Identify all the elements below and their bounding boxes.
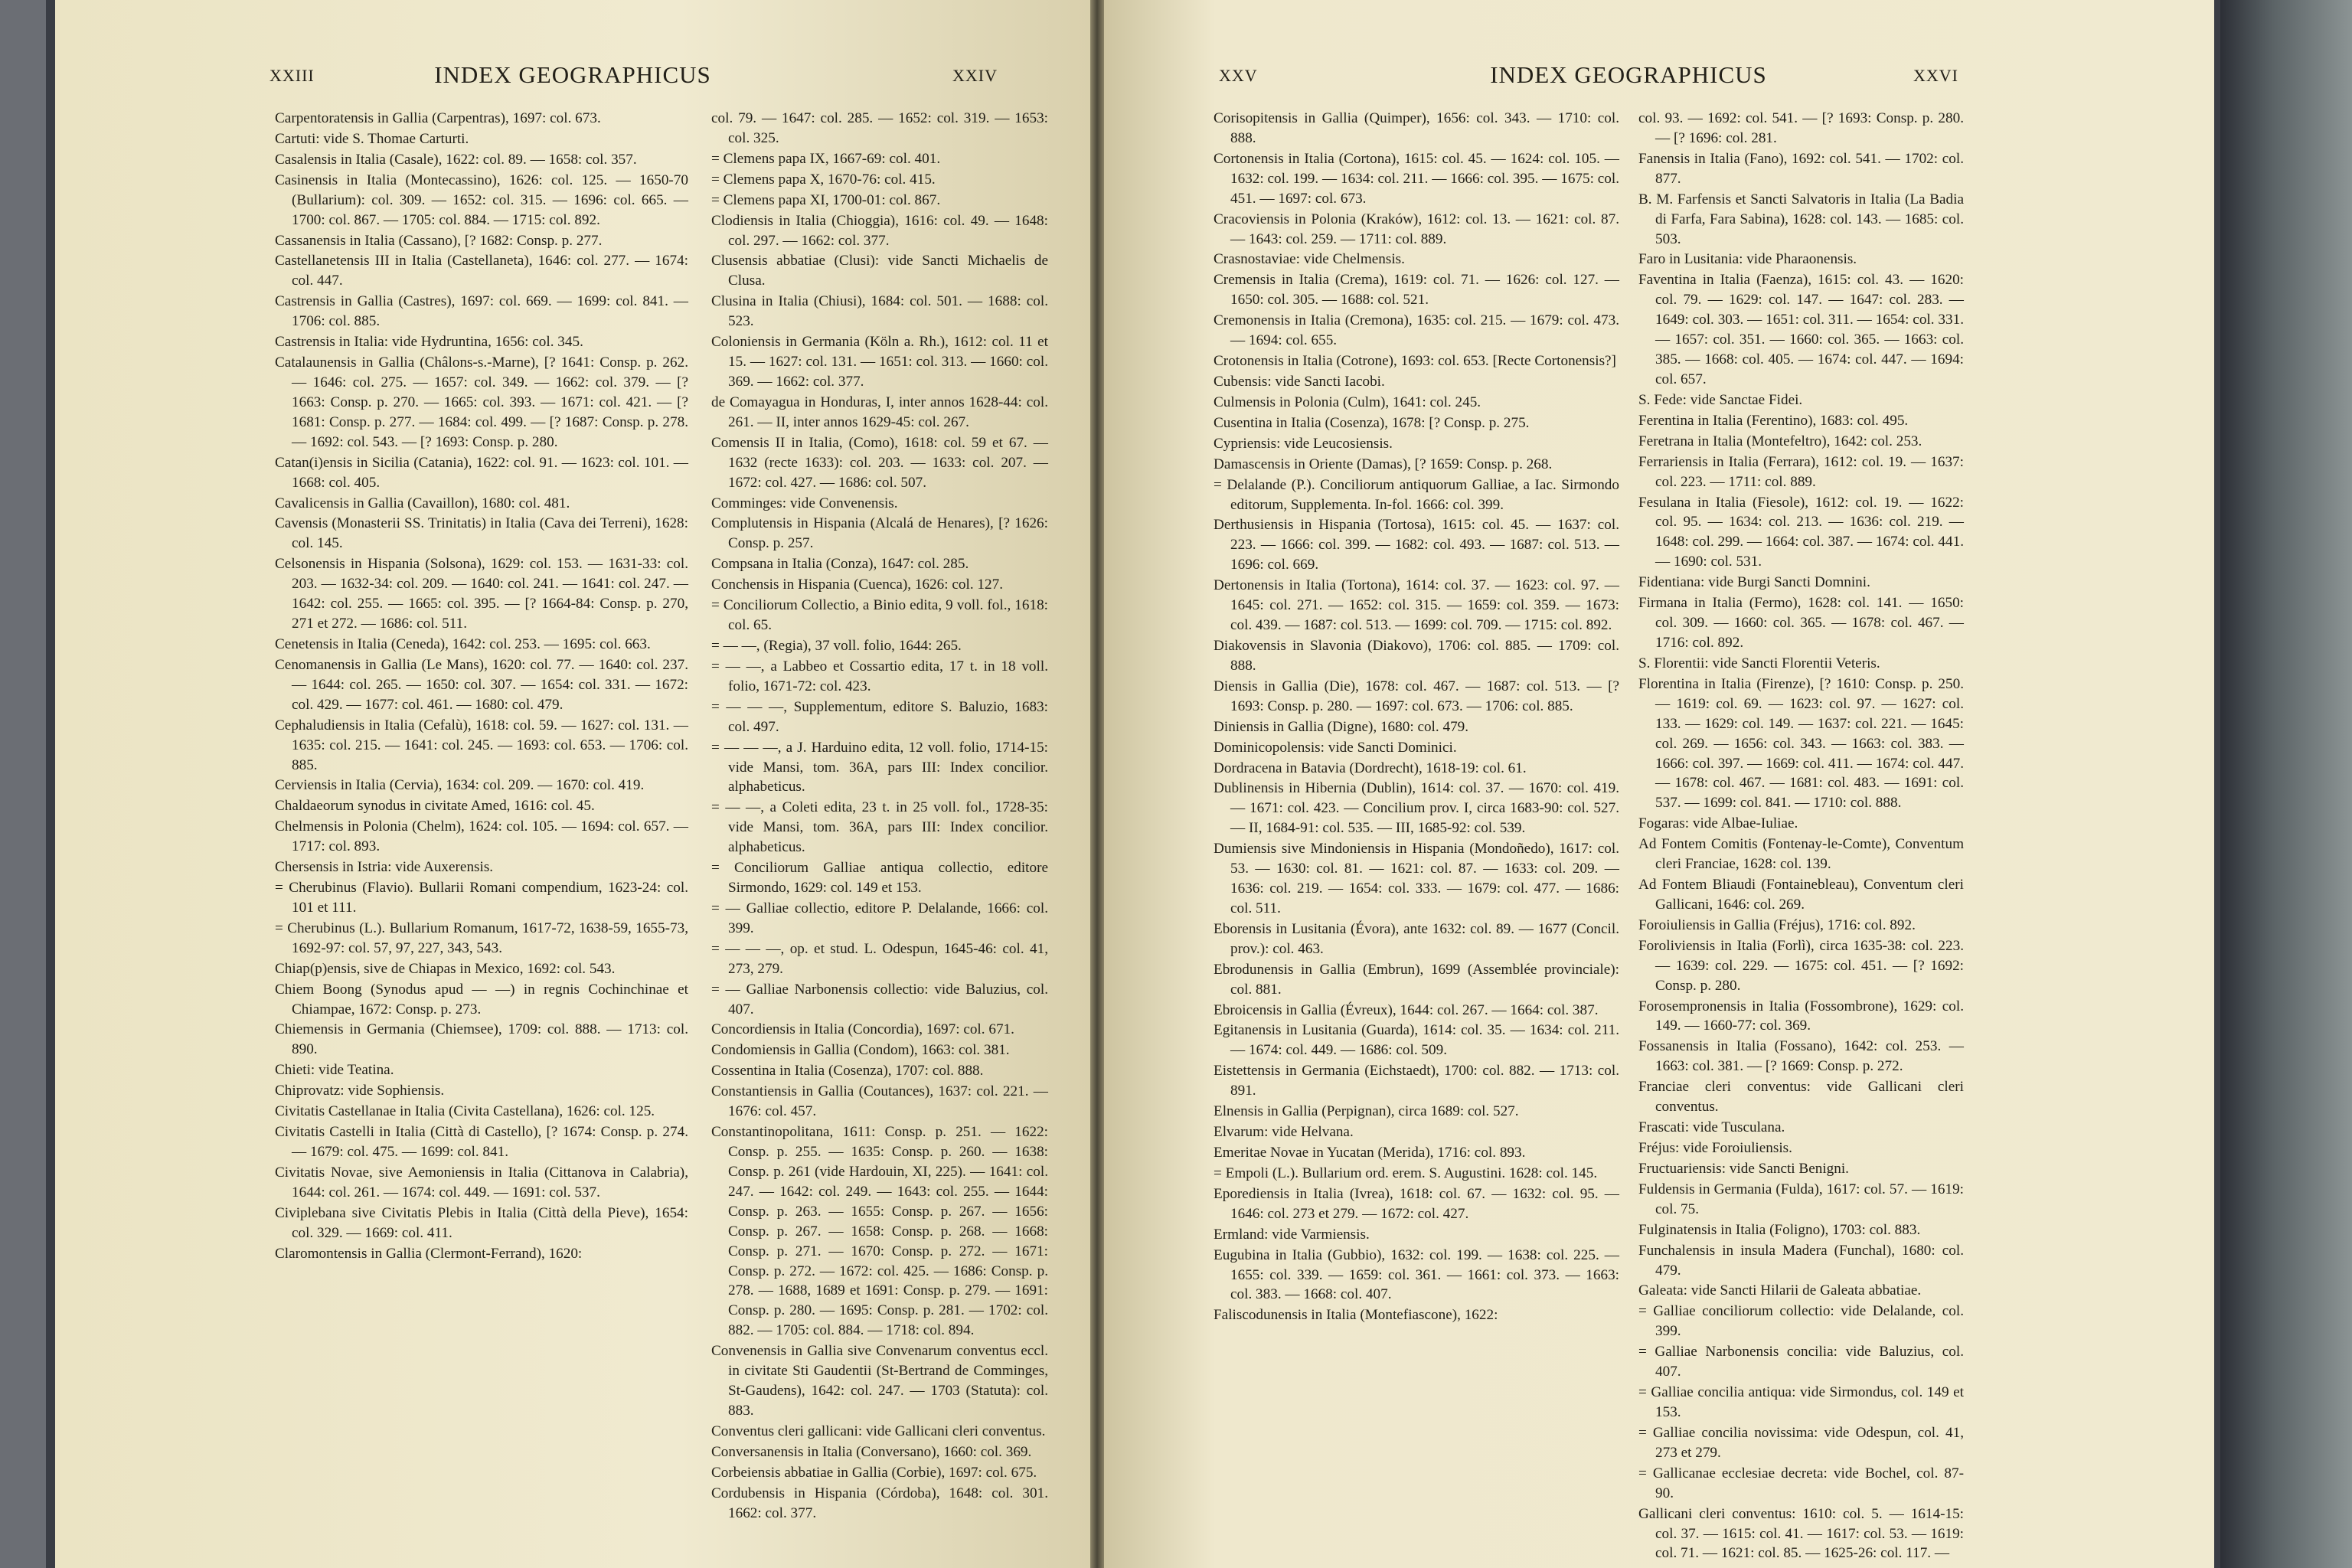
index-entry: Claromontensis in Gallia (Clermont-Ferrand), 1620: (275, 1245, 583, 1262)
page-number-xxiii: XXIII (270, 66, 315, 85)
index-entry: Cephaludiensis in Italia (Cefalù), 1618: col. 59. — 1627: col. 131. — 1635: col. 215. — 1641: col. 245. — 1693: col. 653. — 1706: col. 885. (275, 717, 688, 773)
index-entry: Civiplebana sive Civitatis Plebis in Italia (Città della Pieve), 1654: col. 329. — 1669: col. 411. (275, 1204, 688, 1241)
index-entry: Gallicani cleri conventus: 1610: col. 5. — 1614-15: col. 37. — 1615: col. 41. — 1617: col. 53. — 1619: col. 71. — 1621: col. 85. — 1625-26: col. 117. — (1638, 1505, 1964, 1562)
index-entry: Chiemensis in Germania (Chiemsee), 1709: col. 888. — 1713: col. 890. (275, 1021, 688, 1058)
index-entry: Cubensis: vide Sancti Iacobi. (1214, 373, 1385, 390)
index-entry: Civitatis Novae, sive Aemoniensis in Italia (Cittanova in Calabria), 1644: col. 261. — 1674: col. 449. — 1691: col. 537. (275, 1164, 688, 1200)
index-entry: = Cherubinus (Flavio). Bullarii Romani compendium, 1623-24: col. 101 et 111. (275, 880, 688, 916)
index-entry: Chiprovatz: vide Sophiensis. (275, 1083, 445, 1099)
index-entry: Casinensis in Italia (Montecassino), 1626: col. 125. — 1650-70 (Bullarium): col. 309. — 1652: col. 315. — 1696: col. 665. — 1700: col. 867. — 1705: col. 884. — 1715: col. 892. (275, 172, 688, 228)
background-right (2220, 0, 2352, 1568)
index-entry: Ermland: vide Varmiensis. (1214, 1226, 1370, 1243)
running-title: INDEX GEOGRAPHICUS (1490, 61, 1767, 88)
index-entry: Cerviensis in Italia (Cervia), 1634: col. 209. — 1670: col. 419. (275, 777, 645, 794)
index-entry: = — —, a Labbeo et Cossartio edita, 17 t. in 18 voll. folio, 1671-72: col. 423. (711, 658, 1048, 694)
index-entry: = Conciliorum Collectio, a Binio edita, 9 voll. fol., 1618: col. 65. (711, 597, 1048, 634)
index-entry: Cenetensis in Italia (Ceneda), 1642: col. 253. — 1695: col. 663. (275, 635, 651, 652)
index-entry: Chiap(p)ensis, sive de Chiapas in Mexico, 1692: col. 543. (275, 960, 616, 977)
index-entry: Fuldensis in Germania (Fulda), 1617: col. 57. — 1619: col. 75. (1638, 1181, 1964, 1217)
index-entry: Ferrariensis in Italia (Ferrara), 1612: col. 19. — 1637: col. 223. — 1711: col. 889. (1638, 453, 1964, 490)
index-entry: Fogaras: vide Albae-Iuliae. (1638, 815, 1798, 832)
index-entry: Ad Fontem Comitis (Fontenay-le-Comte), Conventum cleri Franciae, 1628: col. 139. (1638, 836, 1964, 873)
index-entry: Foroliviensis in Italia (Forlì), circa 1635-38: col. 223. — 1639: col. 229. — 1675: col. 451. — [? 1692: Consp. p. 280. (1638, 937, 1964, 994)
index-entry: S. Fede: vide Sanctae Fidei. (1638, 391, 1803, 408)
left-page-column-1 (275, 109, 688, 1265)
index-entry: Castrensis in Gallia (Castres), 1697: col. 669. — 1699: col. 841. — 1706: col. 885. (275, 293, 688, 330)
running-title: INDEX GEOGRAPHICUS (434, 61, 711, 88)
index-entry: Corbeiensis abbatiae in Gallia (Corbie), 1697: col. 675. (711, 1464, 1037, 1481)
index-entry: Firmana in Italia (Fermo), 1628: col. 141. — 1650: col. 309. — 1660: col. 365. — 1678: col. 467. — 1716: col. 892. (1638, 595, 1964, 651)
index-entry: Fesulana in Italia (Fiesole), 1612: col. 19. — 1622: col. 95. — 1634: col. 213. — 1636: col. 219. — 1648: col. 299. — 1664: col. 387. — 1674: col. 441. — 1690: col. 531. (1638, 494, 1964, 570)
index-entry: Fructuariensis: vide Sancti Benigni. (1638, 1160, 1849, 1177)
index-entry: = Gallicanae ecclesiae decreta: vide Bochel, col. 87-90. (1638, 1465, 1964, 1501)
index-entry: = Clemens papa X, 1670-76: col. 415. (711, 171, 936, 188)
index-entry: = Galliae concilia antiqua: vide Sirmondus, col. 149 et 153. (1638, 1384, 1964, 1420)
index-entry: Chiem Boong (Synodus apud — —) in regnis Cochinchinae et Chiampae, 1672: Consp. p. 273. (275, 981, 688, 1018)
right-page-column-1 (1214, 109, 1619, 1326)
index-entry: Elvarum: vide Helvana. (1214, 1124, 1354, 1141)
index-entry: Cremensis in Italia (Crema), 1619: col. 71. — 1626: col. 127. — 1650: col. 305. — 1688: col. 521. (1214, 272, 1619, 309)
index-entry: Catalaunensis in Gallia (Châlons-s.-Marne), [? 1641: Consp. p. 262. — 1646: col. 275. — 1657: col. 349. — 1662: col. 379. — [? 1663: Consp. p. 270. — 1665: col. 393. — 1671: col. 421. — [? 1681: Consp. p. 277. — 1684: col. 499. — [? 1687: Consp. p. 278. — 1692: col. 543. — [? 1693: Consp. p. 280. (275, 354, 688, 450)
index-entry: Clusina in Italia (Chiusi), 1684: col. 501. — 1688: col. 523. (711, 293, 1048, 330)
index-entry: Diensis in Gallia (Die), 1678: col. 467. — 1687: col. 513. — [? 1693: Consp. p. 280. — 1697: col. 673. — 1706: col. 885. (1214, 678, 1619, 714)
index-entry: Compsana in Italia (Conza), 1647: col. 285. (711, 556, 969, 573)
index-entry: S. Florentii: vide Sancti Florentii Veteris. (1638, 655, 1880, 671)
index-entry: Diniensis in Gallia (Digne), 1680: col. 479. (1214, 718, 1469, 735)
background-left (0, 0, 46, 1568)
index-entry: Eistettensis in Germania (Eichstaedt), 1700: col. 882. — 1713: col. 891. (1214, 1063, 1619, 1099)
index-entry: Cossentina in Italia (Cosenza), 1707: col. 888. (711, 1063, 984, 1080)
index-entry: = — — —, a J. Harduino edita, 12 voll. folio, 1714-15: vide Mansi, tom. 36A, pars III: Index concilior. alphabeticus. (711, 739, 1048, 795)
index-entry: Derthusiensis in Hispania (Tortosa), 1615: col. 45. — 1637: col. 223. — 1666: col. 399. — 1682: col. 493. — 1687: col. 513. — 1696: col. 669. (1214, 517, 1619, 573)
index-entry: Culmensis in Polonia (Culm), 1641: col. 245. (1214, 394, 1481, 410)
index-entry: = Galliae concilia novissima: vide Odespun, col. 41, 273 et 279. (1638, 1424, 1964, 1461)
index-entry: = — —, (Regia), 37 voll. folio, 1644: 265. (711, 637, 962, 654)
index-entry: Castellanetensis III in Italia (Castellaneta), 1646: col. 277. — 1674: col. 447. (275, 253, 688, 289)
index-entry: Chelmensis in Polonia (Chelm), 1624: col. 105. — 1694: col. 657. — 1717: col. 893. (275, 818, 688, 855)
index-entry: = — Galliae Narbonensis collectio: vide Baluzius, col. 407. (711, 981, 1048, 1018)
index-entry: Chaldaeorum synodus in civitate Amed, 1616: col. 45. (275, 798, 595, 815)
right-page-header (1104, 61, 2214, 92)
index-entry: = — — —, Supplementum, editore S. Baluzio, 1683: col. 497. (711, 698, 1048, 735)
index-entry: Egitanensis in Lusitania (Guarda), 1614: col. 35. — 1634: col. 211. — 1674: col. 449. — 1686: col. 509. (1214, 1022, 1619, 1059)
index-entry: Comminges: vide Convenensis. (711, 495, 898, 511)
index-entry: = — — —, op. et stud. L. Odespun, 1645-46: col. 41, 273, 279. (711, 940, 1048, 977)
index-entry: = Galliae conciliorum collectio: vide Delalande, col. 399. (1638, 1303, 1964, 1340)
index-entry: = Clemens papa IX, 1667-69: col. 401. (711, 150, 941, 167)
index-entry: Cenomanensis in Gallia (Le Mans), 1620: col. 77. — 1640: col. 237. — 1644: col. 265. — 1650: col. 307. — 1654: col. 331. — 1672: col. 429. — 1677: col. 461. — 1680: col. 479. (275, 656, 688, 713)
index-entry: Elnensis in Gallia (Perpignan), circa 1689: col. 527. (1214, 1103, 1519, 1120)
page-number-xxiv: XXIV (952, 66, 998, 85)
index-entry: = — —, a Coleti edita, 23 t. in 25 voll. fol., 1728-35: vide Mansi, tom. 36A, pars III: Index concilior. alphabeticus. (711, 799, 1048, 856)
index-entry: Frascati: vide Tusculana. (1638, 1119, 1785, 1136)
index-entry: Conchensis in Hispania (Cuenca), 1626: col. 127. (711, 577, 1004, 593)
left-page-header (55, 61, 1090, 92)
index-entry: Clodiensis in Italia (Chioggia), 1616: col. 49. — 1648: col. 297. — 1662: col. 377. (711, 212, 1048, 249)
index-entry: col. 79. — 1647: col. 285. — 1652: col. 319. — 1653: col. 325. (711, 110, 1048, 146)
book-gutter (1090, 0, 1104, 1568)
index-entry: Crotonensis in Italia (Cotrone), 1693: col. 653. [Recte Cortonensis?] (1214, 353, 1616, 370)
index-entry: Corisopitensis in Gallia (Quimper), 1656: col. 343. — 1710: col. 888. (1214, 110, 1619, 146)
index-entry: Castrensis in Italia: vide Hydruntina, 1656: col. 345. (275, 334, 583, 351)
index-entry: Conventus cleri gallicani: vide Gallicani cleri conventus. (711, 1423, 1046, 1439)
index-entry: Forosempronensis in Italia (Fossombrone), 1629: col. 149. — 1660-77: col. 369. (1638, 998, 1964, 1034)
index-entry: Condomiensis in Gallia (Condom), 1663: col. 381. (711, 1042, 1010, 1059)
index-entry: Conversanensis in Italia (Conversano), 1660: col. 369. (711, 1443, 1032, 1460)
index-entry: Celsonensis in Hispania (Solsona), 1629: col. 153. — 1631-33: col. 203. — 1632-34: col. 209. — 1640: col. 241. — 1641: col. 247. — 1642: col. 255. — 1665: col. 395. — [? 1664-84: Consp. p. 270, 271 et 272. — 1686: col. 511. (275, 556, 688, 632)
index-entry: Cartuti: vide S. Thomae Carturti. (275, 130, 469, 147)
index-entry: Carpentoratensis in Gallia (Carpentras), 1697: col. 673. (275, 110, 601, 126)
index-entry: de Comayagua in Honduras, I, inter annos 1628-44: col. 261. — II, inter annos 1629-45: col. 267. (711, 394, 1048, 430)
index-entry: Cracoviensis in Polonia (Kraków), 1612: col. 13. — 1621: col. 87. — 1643: col. 259. — 1711: col. 889. (1214, 211, 1619, 247)
index-entry: Faliscodunensis in Italia (Montefiascone), 1622: (1214, 1307, 1498, 1324)
index-entry: Cassanensis in Italia (Cassano), [? 1682: Consp. p. 277. (275, 232, 603, 249)
index-entry: = Clemens papa XI, 1700-01: col. 867. (711, 191, 941, 208)
index-entry: Florentina in Italia (Firenze), [? 1610: Consp. p. 250. — 1619: col. 69. — 1623: col. 97. — 1627: col. 133. — 1629: col. 149. — 1637: col. 221. — 1645: col. 269. — 1656: col. 343. — 1663: col. 383. — 1666: col. 397. — 1669: col. 411. — 1674: col. 447. — 1678: col. 467. — 1681: col. 483. — 1691: col. 537. — 1699: col. 841. — 1710: col. 888. (1638, 675, 1964, 812)
index-entry: Constantiensis in Gallia (Coutances), 1637: col. 221. — 1676: col. 457. (711, 1083, 1048, 1120)
index-entry: Convenensis in Gallia sive Convenarum conventus eccl. in civitate Sti Gaudentii (St-Bertrand de Comminges, St-Gaudens), 1642: col. 247. — 1703 (Statuta): col. 883. (711, 1343, 1048, 1419)
index-entry: Foroiuliensis in Gallia (Fréjus), 1716: col. 892. (1638, 916, 1916, 933)
index-entry: Cypriensis: vide Leucosiensis. (1214, 435, 1393, 452)
right-page (1104, 0, 2214, 1568)
index-entry: Diakovensis in Slavonia (Diakovo), 1706: col. 885. — 1709: col. 888. (1214, 637, 1619, 674)
index-entry: Faventina in Italia (Faenza), 1615: col. 43. — 1620: col. 79. — 1629: col. 147. — 1647: col. 283. — 1649: col. 303. — 1651: col. 311. — 1654: col. 331. — 1657: col. 351. — 1660: col. 365. — 1663: col. 385. — 1668: col. 405. — 1674: col. 447. — 1694: col. 657. (1638, 272, 1964, 387)
index-entry: = Empoli (L.). Bullarium ord. erem. S. Augustini. 1628: col. 145. (1214, 1165, 1598, 1181)
index-entry: Fanensis in Italia (Fano), 1692: col. 541. — 1702: col. 877. (1638, 150, 1964, 187)
index-entry: Franciae cleri conventus: vide Gallicani cleri conventus. (1638, 1079, 1964, 1116)
index-entry: Cusentina in Italia (Cosenza), 1678: [? Consp. p. 275. (1214, 414, 1530, 431)
index-entry: Feretrana in Italia (Montefeltro), 1642: col. 253. (1638, 433, 1922, 449)
index-entry: Cremonensis in Italia (Cremona), 1635: col. 215. — 1679: col. 473. — 1694: col. 655. (1214, 312, 1619, 349)
index-entry: Crasnostaviae: vide Chelmensis. (1214, 251, 1405, 268)
index-entry: Dumiensis sive Mindoniensis in Hispania (Mondoñedo), 1617: col. 53. — 1630: col. 81. — 1621: col. 87. — 1633: col. 209. — 1636: col. 219. — 1654: col. 333. — 1679: col. 477. — 1686: col. 511. (1214, 841, 1619, 916)
index-entry: = Delalande (P.). Conciliorum antiquorum Galliae, a Iac. Sirmondo editorum, Supplementa. In-fol. 1666: col. 399. (1214, 476, 1619, 513)
index-entry: Dominicopolensis: vide Sancti Dominici. (1214, 739, 1457, 756)
index-entry: Dublinensis in Hibernia (Dublin), 1614: col. 37. — 1670: col. 419. — 1671: col. 423. — Concilium prov. I, circa 1683-90: col. 527. — II, 1684-91: col. 535. — III, 1685-92: col. 539. (1214, 780, 1619, 837)
index-entry: = — Galliae collectio, editore P. Delalande, 1666: col. 399. (711, 900, 1048, 936)
right-page-column-2 (1638, 109, 1964, 1564)
index-entry: col. 93. — 1692: col. 541. — [? 1693: Consp. p. 280. — [? 1696: col. 281. (1638, 110, 1964, 146)
index-entry: Ebroicensis in Gallia (Évreux), 1644: col. 267. — 1664: col. 387. (1214, 1001, 1599, 1018)
index-entry: Emeritae Novae in Yucatan (Merida), 1716: col. 893. (1214, 1145, 1526, 1161)
index-entry: Fulginatensis in Italia (Foligno), 1703: col. 883. (1638, 1221, 1921, 1238)
index-entry: Cortonensis in Italia (Cortona), 1615: col. 45. — 1624: col. 105. — 1632: col. 199. — 1634: col. 211. — 1666: col. 395. — 1675: col. 451. — 1697: col. 673. (1214, 150, 1619, 207)
page-number-xxv: XXV (1219, 66, 1258, 85)
page-number-xxvi: XXVI (1913, 66, 1958, 85)
index-entry: Civitatis Castelli in Italia (Città di Castello), [? 1674: Consp. p. 274. — 1679: col. 475. — 1699: col. 841. (275, 1124, 688, 1161)
index-entry: Eborensis in Lusitania (Évora), ante 1632: col. 89. — 1677 (Concil. prov.): col. 463. (1214, 920, 1619, 957)
index-entry: = Conciliorum Galliae antiqua collectio, editore Sirmondo, 1629: col. 149 et 153. (711, 860, 1048, 897)
left-page-column-2 (711, 109, 1048, 1524)
index-entry: Faro in Lusitania: vide Pharaonensis. (1638, 251, 1857, 268)
index-entry: Civitatis Castellanae in Italia (Civita Castellana), 1626: col. 125. (275, 1103, 655, 1120)
index-entry: Chieti: vide Teatina. (275, 1062, 394, 1079)
index-entry: Chersensis in Istria: vide Auxerensis. (275, 859, 494, 876)
index-entry: Dertonensis in Italia (Tortona), 1614: col. 37. — 1623: col. 97. — 1645: col. 271. — 1652: col. 315. — 1659: col. 359. — 1673: col. 439. — 1687: col. 513. — 1699: col. 709. — 1715: col. 892. (1214, 577, 1619, 634)
index-entry: Comensis II in Italia, (Como), 1618: col. 59 et 67. — 1632 (recte 1633): col. 203. — 1633: col. 207. — 1672: col. 427. — 1686: col. 507. (711, 434, 1048, 491)
index-entry: = Galliae Narbonensis concilia: vide Baluzius, col. 407. (1638, 1344, 1964, 1380)
index-entry: Eporediensis in Italia (Ivrea), 1618: col. 67. — 1632: col. 95. — 1646: col. 273 et 279. — 1672: col. 427. (1214, 1185, 1619, 1222)
index-entry: Cordubensis in Hispania (Córdoba), 1648: col. 301. 1662: col. 377. (711, 1485, 1048, 1521)
index-entry: Ferentina in Italia (Ferentino), 1683: col. 495. (1638, 412, 1909, 429)
index-entry: Dordracena in Batavia (Dordrecht), 1618-19: col. 61. (1214, 760, 1527, 776)
index-entry: Coloniensis in Germania (Köln a. Rh.), 1612: col. 11 et 15. — 1627: col. 131. — 1651: col. 313. — 1660: col. 369. — 1662: col. 377. (711, 334, 1048, 390)
index-entry: Fossanensis in Italia (Fossano), 1642: col. 253. — 1663: col. 381. — [? 1669: Consp. p. 272. (1638, 1038, 1964, 1075)
index-entry: B. M. Farfensis et Sancti Salvatoris in Italia (La Badia di Farfa, Fara Sabina), 1628: col. 143. — 1685: col. 503. (1638, 191, 1964, 247)
index-entry: Concordiensis in Italia (Concordia), 1697: col. 671. (711, 1021, 1014, 1038)
index-entry: Ebrodunensis in Gallia (Embrun), 1699 (Assemblée provinciale): col. 881. (1214, 961, 1619, 998)
index-entry: = Cherubinus (L.). Bullarium Romanum, 1617-72, 1638-59, 1655-73, 1692-97: col. 57, 97, 227, 343, 543. (275, 920, 688, 956)
left-page (55, 0, 1090, 1568)
index-entry: Complutensis in Hispania (Alcalá de Henares), [? 1626: Consp. p. 257. (711, 515, 1048, 552)
index-entry: Casalensis in Italia (Casale), 1622: col. 89. — 1658: col. 357. (275, 151, 637, 168)
index-entry: Damascensis in Oriente (Damas), [? 1659: Consp. p. 268. (1214, 456, 1553, 472)
index-entry: Funchalensis in insula Madera (Funchal), 1680: col. 479. (1638, 1242, 1964, 1279)
index-entry: Catan(i)ensis in Sicilia (Catania), 1622: col. 91. — 1623: col. 101. — 1668: col. 405. (275, 454, 688, 491)
index-entry: Eugubina in Italia (Gubbio), 1632: col. 199. — 1638: col. 225. — 1655: col. 339. — 1659: col. 361. — 1661: col. 373. — 1663: col. 383. — 1668: col. 407. (1214, 1246, 1619, 1303)
index-entry: Fidentiana: vide Burgi Sancti Domnini. (1638, 574, 1870, 591)
index-entry: Galeata: vide Sancti Hilarii de Galeata abbatiae. (1638, 1282, 1922, 1299)
index-entry: Constantinopolitana, 1611: Consp. p. 251. — 1622: Consp. p. 255. — 1635: Consp. p. 260. — 1638: Consp. p. 261 (vide Hardouin, XI, 225). — 1641: col. 247. — 1642: col. 249. — 1643: col. 255. — 1644: Consp. p. 263. — 1655: Consp. p. 267. — 1656: Consp. p. 267. — 1658: Consp. p. 268. — 1668: Consp. p. 271. — 1670: Consp. p. 272. — 1671: Consp. p. 272. — 1672: col. 425. — 1686: Consp. p. 278. — 1688, 1689 et 1691: Consp. p. 279. — 1691: Consp. p. 280. — 1695: Consp. p. 281. — 1702: col. 882. — 1705: col. 884. — 1718: col. 894. (711, 1124, 1048, 1339)
index-entry: Fréjus: vide Foroiuliensis. (1638, 1140, 1792, 1157)
index-entry: Cavalicensis in Gallia (Cavaillon), 1680: col. 481. (275, 495, 570, 511)
index-entry: Ad Fontem Bliaudi (Fontainebleau), Conventum cleri Gallicani, 1646: col. 269. (1638, 877, 1964, 913)
index-entry: Clusensis abbatiae (Clusi): vide Sancti Michaelis de Clusa. (711, 253, 1048, 289)
index-entry: Cavensis (Monasterii SS. Trinitatis) in Italia (Cava dei Terreni), 1628: col. 145. (275, 515, 688, 552)
